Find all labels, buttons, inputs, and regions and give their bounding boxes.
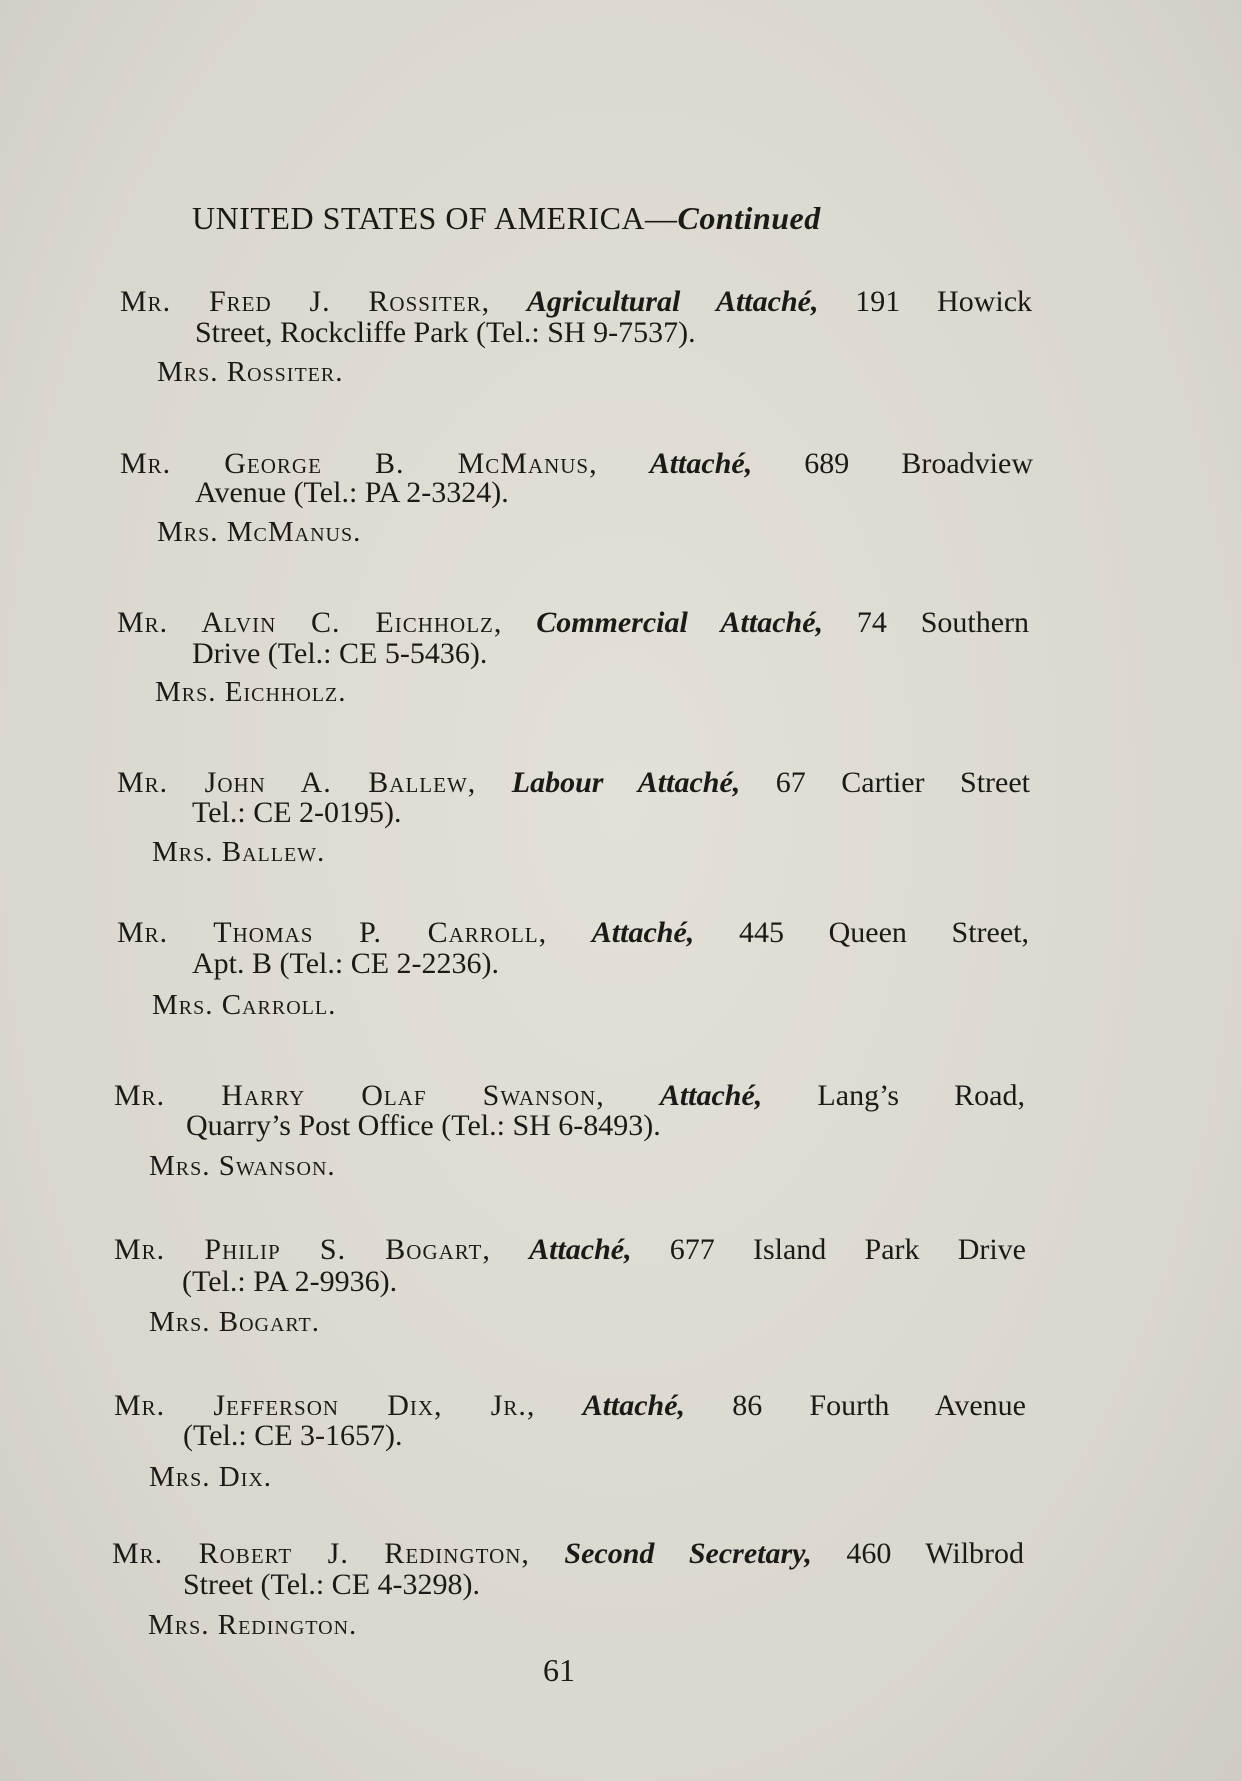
officer-title: Commercial Attaché,: [536, 606, 824, 639]
officer-title: Attaché,: [659, 1079, 763, 1112]
officer-title: Second Secretary,: [564, 1537, 812, 1570]
officer-address: 689 Broadview: [804, 447, 1033, 480]
heading-continued: Continued: [677, 200, 821, 236]
officer-address: 677 Island Park Drive: [669, 1233, 1026, 1266]
officer-title: Attaché,: [582, 1389, 686, 1422]
spouse-name: Mrs. Bogart.: [149, 1306, 321, 1338]
officer-title: Attaché,: [529, 1233, 632, 1266]
address-continuation: Tel.: CE 2-0195).: [192, 796, 402, 829]
officer-name: Mr. George B. McManus,: [120, 447, 598, 480]
officer-name: Mr. Robert J. Redington,: [112, 1537, 530, 1570]
address-continuation: Quarry’s Post Office (Tel.: SH 6-8493).: [186, 1109, 661, 1142]
officer-name: Mr. Jefferson Dix, Jr.,: [114, 1389, 536, 1422]
heading-country: UNITED STATES OF AMERICA—: [192, 200, 678, 236]
entry-first-line: [120, 285, 1032, 319]
spouse-name: Mrs. Redington.: [148, 1609, 358, 1641]
entry-first-line: [117, 606, 1029, 640]
officer-name: Mr. Alvin C. Eichholz,: [117, 606, 503, 639]
address-continuation: (Tel.: PA 2-9936).: [182, 1265, 398, 1298]
officer-address: 445 Queen Street,: [738, 916, 1030, 949]
officer-title: Attaché,: [591, 916, 695, 949]
entry-first-line: [112, 1537, 1024, 1571]
officer-title: Agricultural Attaché,: [526, 285, 819, 318]
spouse-name: Mrs. Eichholz.: [155, 676, 347, 708]
address-continuation: Street, Rockcliffe Park (Tel.: SH 9-7537).: [195, 316, 696, 349]
address-continuation: Apt. B (Tel.: CE 2-2236).: [192, 947, 500, 980]
address-continuation: Avenue (Tel.: PA 2-3324).: [195, 476, 509, 509]
spouse-name: Mrs. Swanson.: [149, 1150, 336, 1182]
address-continuation: (Tel.: CE 3-1657).: [183, 1419, 403, 1452]
entry-first-line: [114, 1079, 1025, 1113]
officer-address: 67 Cartier Street: [775, 766, 1030, 799]
spouse-name: Mrs. Ballew.: [152, 836, 326, 868]
officer-name: Mr. Harry Olaf Swanson,: [114, 1079, 605, 1112]
spouse-name: Mrs. Dix.: [149, 1461, 273, 1493]
spouse-name: Mrs. Carroll.: [152, 989, 337, 1021]
officer-name: Mr. Fred J. Rossiter,: [120, 285, 491, 318]
entry-first-line: [114, 1389, 1026, 1423]
officer-title: Attaché,: [649, 447, 753, 480]
address-continuation: Drive (Tel.: CE 5-5436).: [192, 637, 488, 670]
officer-name: Mr. John A. Ballew,: [117, 766, 477, 799]
entry-first-line: [114, 1233, 1026, 1267]
officer-address: Lang’s Road,: [817, 1079, 1026, 1112]
page-heading: [192, 200, 821, 237]
officer-address: 86 Fourth Avenue: [732, 1389, 1026, 1422]
officer-address: 74 Southern: [856, 606, 1030, 639]
entry-first-line: [117, 916, 1029, 950]
officer-name: Mr. Philip S. Bogart,: [114, 1233, 491, 1266]
officer-name: Mr. Thomas P. Carroll,: [117, 916, 548, 949]
spouse-name: Mrs. Rossiter.: [157, 356, 344, 388]
officer-address: 191 Howick: [855, 285, 1033, 318]
spouse-name: Mrs. McManus.: [157, 516, 362, 548]
entry-first-line: [117, 766, 1030, 800]
officer-title: Labour Attaché,: [511, 766, 741, 799]
officer-address: 460 Wilbrod: [846, 1537, 1025, 1570]
page-number: 61: [543, 1652, 575, 1688]
address-continuation: Street (Tel.: CE 4-3298).: [183, 1568, 480, 1601]
